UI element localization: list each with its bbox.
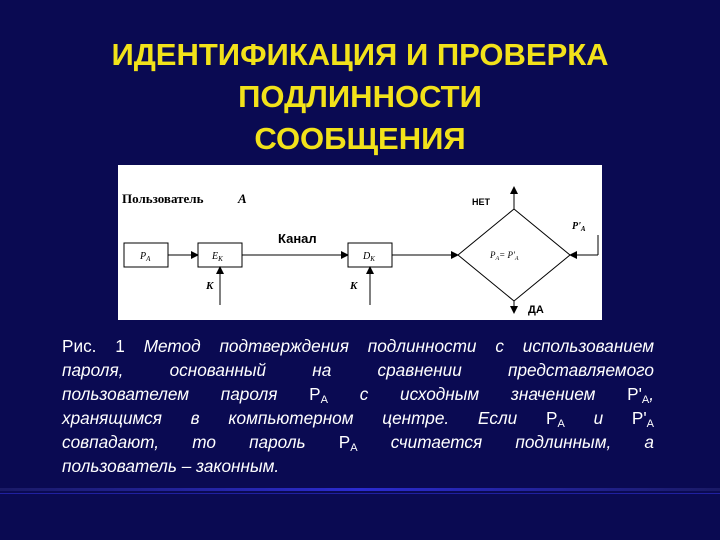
caption-line-3: пользователем пароля $P_A$ с исходным значением $P'_A$, bbox=[62, 384, 654, 406]
compare-label: $P_A= P'_A$ bbox=[490, 250, 519, 262]
channel-label: Канал bbox=[278, 231, 317, 246]
caption-line-6: пользователь – законным. bbox=[62, 456, 280, 476]
password-box-label: $P_A$ bbox=[140, 251, 151, 263]
caption-line-4: хранящимся в компьютерном центре. Если $P_A$ и $P'_A$ bbox=[62, 408, 654, 430]
user-letter: A bbox=[238, 191, 247, 206]
encrypt-box-label: $E_K$ bbox=[212, 251, 223, 263]
yes-label: ДА bbox=[528, 304, 544, 316]
authentication-diagram bbox=[118, 165, 602, 320]
decrypt-box-label: $D_K$ bbox=[363, 251, 375, 263]
user-label: Пользователь bbox=[122, 191, 204, 206]
slide-title bbox=[40, 34, 680, 160]
slide-title-line-3: СООБЩЕНИЯ bbox=[254, 121, 466, 156]
caption-line-5: совпадают, то пароль $P_A$ считается подлинным, а bbox=[62, 432, 654, 454]
footer-rule-thin bbox=[0, 493, 720, 494]
no-label: НЕТ bbox=[472, 197, 490, 207]
caption-line-1: Рис. 1 Метод подтверждения подлинности с использованием bbox=[62, 336, 655, 356]
key-label-right: K bbox=[350, 280, 358, 292]
caption-line-2: пароля, основанный на сравнении представляемого bbox=[62, 360, 654, 380]
slide-title-line-2: ПОДЛИННОСТИ bbox=[238, 79, 482, 114]
figure-caption bbox=[62, 334, 654, 478]
password-reference-label: $P'_A$ bbox=[572, 221, 586, 233]
key-label-left: K bbox=[206, 280, 214, 292]
slide-title-line-1: ИДЕНТИФИКАЦИЯ И ПРОВЕРКА bbox=[111, 37, 609, 72]
footer-rule bbox=[0, 488, 720, 491]
